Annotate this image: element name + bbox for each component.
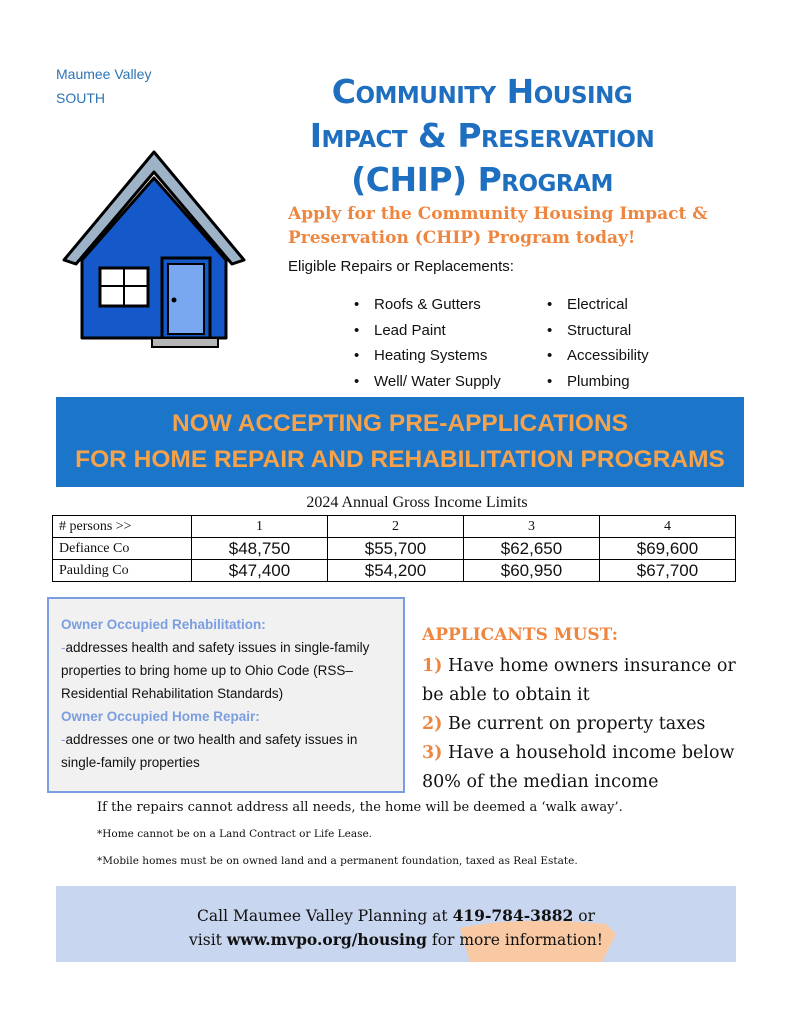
org-name-line1: Maumee Valley xyxy=(56,66,152,82)
requirement-text: Be current on property taxes xyxy=(448,714,706,734)
requirement-number: 1) xyxy=(422,656,443,676)
repair-heading: Owner Occupied Home Repair: xyxy=(61,709,260,724)
list-item: • Plumbing xyxy=(545,369,649,395)
list-item: • Well/ Water Supply xyxy=(352,369,501,395)
website-link[interactable]: www.mvpo.org/housing xyxy=(226,930,427,949)
table-header-cell: 3 xyxy=(464,516,600,538)
rehab-text xyxy=(61,636,393,705)
announcement-banner xyxy=(56,397,744,487)
county-cell: Paulding Co xyxy=(53,560,192,582)
contact-line1 xyxy=(56,904,736,928)
list-item: • Structural xyxy=(545,318,649,344)
list-item: • Lead Paint xyxy=(352,318,501,344)
applicants-heading: APPLICANTS MUST: xyxy=(422,625,619,645)
org-name xyxy=(56,62,151,110)
income-table xyxy=(52,515,736,582)
programs-box xyxy=(47,597,405,793)
visit-suffix: for more information! xyxy=(427,931,603,949)
mobile-home-note: *Mobile homes must be on owned land and a permanent foundation, taxed as Real Estate. xyxy=(97,855,578,867)
requirement-item xyxy=(422,710,752,739)
walk-away-note: If the repairs cannot address all needs, the home will be deemed a ‘walk away’. xyxy=(97,800,623,815)
list-item: • Roofs & Gutters xyxy=(352,292,501,318)
eligible-heading: Eligible Repairs or Replacements: xyxy=(288,258,514,275)
table-header-cell: # persons >> xyxy=(53,516,192,538)
table-header-row xyxy=(53,516,736,538)
list-item: • Heating Systems xyxy=(352,343,501,369)
requirement-text: Have home owners insurance or be able to obtain it xyxy=(422,656,736,705)
apply-text-line2: Preservation (CHIP) Program today! xyxy=(288,228,636,248)
repair-description: addresses one or two health and safety issues in single-family properties xyxy=(61,732,358,770)
table-row xyxy=(53,538,736,560)
call-suffix: or xyxy=(573,907,595,925)
income-cell: $48,750 xyxy=(192,538,328,560)
apply-text xyxy=(288,202,758,250)
requirement-item xyxy=(422,652,752,710)
table-header-cell: 4 xyxy=(600,516,736,538)
eligible-list-left xyxy=(352,292,501,394)
apply-text-line1: Apply for the Community Housing Impact & xyxy=(288,204,708,224)
income-cell: $62,650 xyxy=(464,538,600,560)
land-contract-note: *Home cannot be on a Land Contract or Life Lease. xyxy=(97,828,373,840)
contact-footer xyxy=(56,886,736,962)
rehab-heading: Owner Occupied Rehabilitation: xyxy=(61,617,266,632)
org-name-line2: SOUTH xyxy=(56,90,105,106)
income-cell: $60,950 xyxy=(464,560,600,582)
list-item: • Electrical xyxy=(545,292,649,318)
income-cell: $67,700 xyxy=(600,560,736,582)
eligible-list-right xyxy=(545,292,649,394)
applicants-section xyxy=(422,620,752,797)
rehab-description: addresses health and safety issues in single-family properties to bring home up to Ohio Code (RSS– Residential Rehabilitation Standards) xyxy=(61,640,370,701)
income-cell: $47,400 xyxy=(192,560,328,582)
dash: - xyxy=(61,640,66,655)
table-row xyxy=(53,560,736,582)
title-line2: Impact & Preservation xyxy=(309,116,655,155)
call-prefix: Call Maumee Valley Planning at xyxy=(197,907,453,925)
requirement-number: 2) xyxy=(422,714,443,734)
dash: - xyxy=(61,732,66,747)
table-header-cell: 2 xyxy=(328,516,464,538)
banner-line1: NOW ACCEPTING PRE-APPLICATIONS xyxy=(172,410,628,437)
income-table-title: 2024 Annual Gross Income Limits xyxy=(306,494,528,511)
requirement-item xyxy=(422,739,752,797)
income-cell: $69,600 xyxy=(600,538,736,560)
page-title xyxy=(262,70,702,202)
list-item: • Accessibility xyxy=(545,343,649,369)
title-line1: Community Housing xyxy=(331,72,633,111)
house-icon xyxy=(62,148,246,358)
visit-prefix: visit xyxy=(189,931,227,949)
requirement-number: 3) xyxy=(422,743,443,763)
banner-line2: FOR HOME REPAIR AND REHABILITATION PROGRAMS xyxy=(75,446,725,473)
table-header-cell: 1 xyxy=(192,516,328,538)
requirement-text: Have a household income below 80% of the median income xyxy=(422,743,735,792)
repair-text xyxy=(61,728,393,774)
income-cell: $54,200 xyxy=(328,560,464,582)
income-cell: $55,700 xyxy=(328,538,464,560)
title-line3: (CHIP) Program xyxy=(351,160,613,199)
contact-line2 xyxy=(56,928,736,952)
phone-number[interactable]: 419-784-3882 xyxy=(452,906,574,925)
contact-text xyxy=(56,904,736,952)
county-cell: Defiance Co xyxy=(53,538,192,560)
